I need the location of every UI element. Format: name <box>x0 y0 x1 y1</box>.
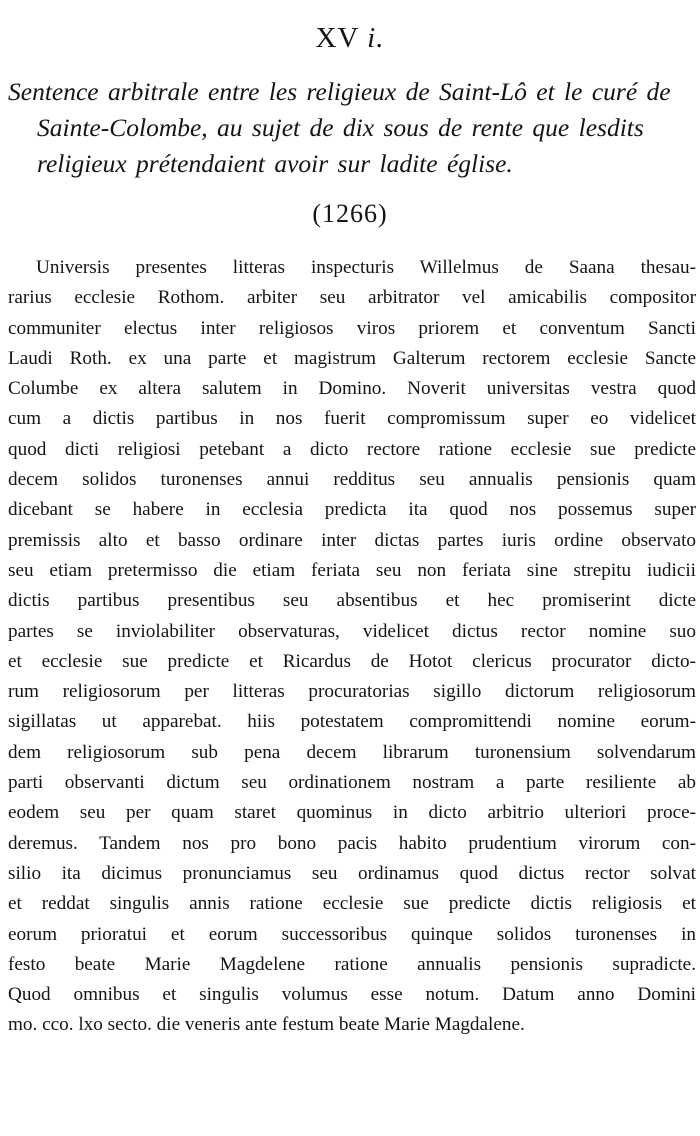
text-line: sigillatas ut apparebat. hiis potestatem compromittendi nomine eorum- <box>8 711 696 733</box>
text-line: et ecclesie sue predicte et Ricardus de Hotot clericus procurator dicto- <box>8 650 696 672</box>
text-line: seu etiam pretermisso die etiam feriata seu non feriata sine strepitu iudicii <box>8 559 696 581</box>
text-line: rarius ecclesie Rothom. arbiter seu arbitrator vel amicabilis compositor <box>8 287 696 309</box>
chapter-suffix: i. <box>367 22 385 54</box>
charter-text <box>8 253 696 1041</box>
text-line: dicebant se habere in ecclesia predicta ita quod nos possemus super <box>8 499 696 521</box>
text-line: Laudi Roth. ex una parte et magistrum Galterum rectorem ecclesie Sancte <box>8 347 696 369</box>
document-title <box>8 74 692 182</box>
text-line: deremus. Tandem nos pro bono pacis habito prudentium virorum con- <box>8 832 696 854</box>
title-line: Sainte-Colombe, au sujet de dix sous de rente que lesdits <box>37 113 644 142</box>
text-line: partes se inviolabiliter observaturas, videlicet dictus rector nomine suo <box>8 620 696 642</box>
chapter-number <box>0 18 700 58</box>
title-line: Sentence arbitrale entre les religieux de Saint-Lô et le curé de <box>8 77 671 106</box>
text-line: et reddat singulis annis ratione ecclesie sue predicte dictis religiosis et <box>8 893 696 915</box>
text-line: Quod omnibus et singulis volumus esse notum. Datum anno Domini <box>8 984 696 1006</box>
text-line: eorum prioratui et eorum successoribus quinque solidos turonenses in <box>8 923 696 945</box>
document-year: (1266) <box>312 199 388 228</box>
chapter-roman-numeral: XV <box>315 22 359 54</box>
text-line: eodem seu per quam staret quominus in dicto arbitrio ulteriori proce- <box>8 802 696 824</box>
title-line: religieux prétendaient avoir sur ladite église. <box>37 149 513 178</box>
text-line: parti observanti dictum seu ordinationem nostram a parte resiliente ab <box>8 772 696 794</box>
text-line: Universis presentes litteras inspecturis Willelmus de Saana thesau- <box>36 257 696 278</box>
text-line: decem solidos turonenses annui redditus seu annualis pensionis quam <box>8 469 696 491</box>
text-line: mo. cco. lxo secto. die veneris ante festum beate Marie Magdalene. <box>8 1014 525 1036</box>
text-line: dictis partibus presentibus seu absentibus et hec promiserint dicte <box>8 590 696 612</box>
text-line: communiter electus inter religiosos viros priorem et conventum Sancti <box>8 317 696 339</box>
text-line: dem religiosorum sub pena decem librarum turonensium solvendarum <box>8 741 696 763</box>
text-line: quod dicti religiosi petebant a dicto rectore ratione ecclesie sue predicte <box>8 438 696 460</box>
text-line: silio ita dicimus pronunciamus seu ordinamus quod dictus rector solvat <box>8 862 696 884</box>
text-line: cum a dictis partibus in nos fuerit compromissum super eo videlicet <box>8 408 696 430</box>
text-line: rum religiosorum per litteras procuratorias sigillo dictorum religiosorum <box>8 681 696 703</box>
text-line: premissis alto et basso ordinare inter dictas partes iuris ordine observato <box>8 529 696 551</box>
text-line: Columbe ex altera salutem in Domino. Noverit universitas vestra quod <box>8 378 696 400</box>
text-line: festo beate Marie Magdelene ratione annualis pensionis supradicte. <box>8 953 696 975</box>
